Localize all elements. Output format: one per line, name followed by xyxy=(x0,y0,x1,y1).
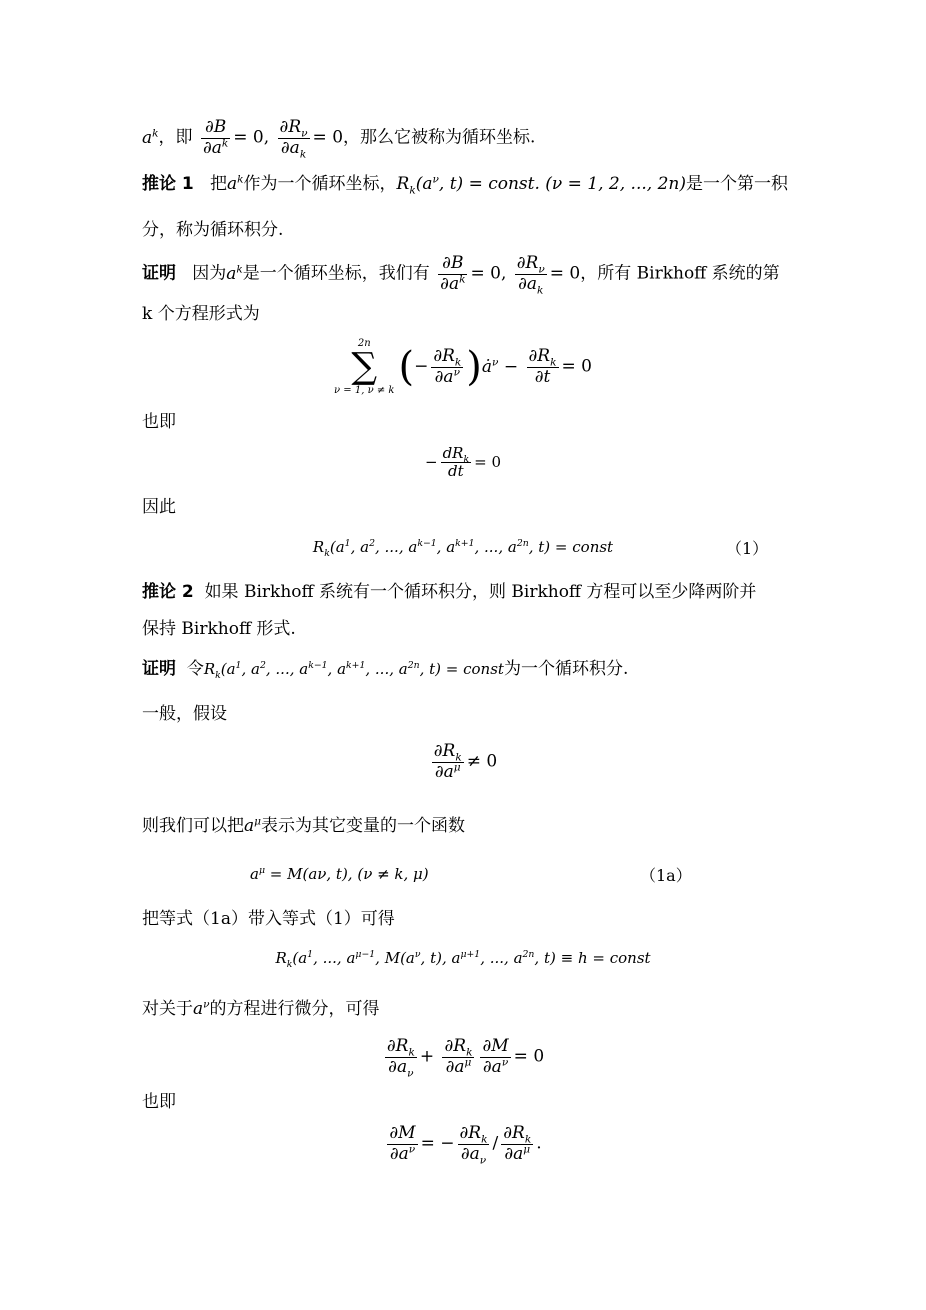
proof-1-line: 证明 因为$a^k$是一个循环坐标，我们有 $\frac{\partial B}{\partial a^k}$ = 0, $\frac{\partial R_\nu}{\partial a_k}$ = 0，所有 Birkhoff 系统的第 xyxy=(142,253,780,296)
line-express: 则我们可以把$a^\mu$表示为其它变量的一个函数 xyxy=(142,815,465,836)
text-segment: 对关于 xyxy=(142,999,193,1019)
proof-2-line: 证明 令$R_k(a^1$, $a^2$, ..., $a^{k-1}$, $a^{k+1}$, ..., $a^{2n}$, t) = const为一个循环积分. xyxy=(142,659,629,681)
equation-derivative-sum: $\frac{\partial R_k}{\partial a_\nu}$ + $\frac{\partial R_k}{\partial a^\mu}$ $\frac{\partial M}{\partial a^\nu}$ = 0 xyxy=(386,1036,545,1079)
formula: = const xyxy=(554,538,614,556)
text-segment: 如果 Birkhoff 系统有一个循环积分，则 Birkhoff 方程可以至少降两阶并 xyxy=(204,582,757,602)
text-substitute: 把等式（1a）带入等式（1）可得 xyxy=(142,909,395,929)
equation-1: $R_k(a^1$, $a^2$, ..., $a^{k-1}$, $a^{k+1}$, ..., $a^{2n}$, t) = const xyxy=(312,538,614,559)
equation-nonzero: $\frac{\partial R_k}{\partial a^\mu}$ ≠ 0 xyxy=(433,741,498,782)
equation-1-number: （1） xyxy=(726,539,769,558)
fraction-dB-dak: $\frac{\partial B}{\partial a^k}$ xyxy=(440,253,466,294)
text-segment: ，即 xyxy=(158,127,193,148)
corollary-1-line: 推论 1 把$a^k$作为一个循环坐标，$R_k(a^\nu$, t) = const. (ν = 1, 2, ..., 2n)是一个第一积 xyxy=(142,173,788,197)
formula: ≡ h = const xyxy=(560,949,651,967)
summation-sign: 2n ∑ ν = 1, ν ≠ k xyxy=(334,338,395,396)
equation-dM: $\frac{\partial M}{\partial a^\nu}$ = − $\frac{\partial R_k}{\partial a_\nu}$ / $\frac{\partial R_k}{\partial a^\mu}$ . xyxy=(389,1123,542,1166)
corollary-2-label: 推论 2 xyxy=(142,582,194,602)
equation-1a: $a^\mu = M(a\nu$, t), (ν ≠ k, μ) xyxy=(250,865,429,883)
text-segment: 把 xyxy=(209,174,227,194)
corollary-1-label: 推论 1 xyxy=(142,174,194,194)
fraction-dRnu-dak: $\frac{\partial R_\nu}{\partial a_k}$ xyxy=(279,117,308,160)
formula: = const. (ν = 1, 2, ..., 2n) xyxy=(468,174,686,194)
equation-h: $R_k(a^1$, ..., $a^{\mu-1}$, $M(a^\nu$, t), $a^{\mu+1}$, ..., $a^{2n}$, t) ≡ h = const xyxy=(275,949,651,970)
text-segment: 作为一个循环坐标， xyxy=(243,174,397,194)
corollary-2-line xyxy=(142,584,756,601)
text-segment: 因为 xyxy=(192,263,227,284)
text-segment: 为一个循环积分. xyxy=(503,659,629,679)
text-segment: 令 xyxy=(186,659,204,679)
proof-1-continuation: k 个方程形式为 xyxy=(142,304,260,324)
line-cyclic-definition: $a^k$，即 $\frac{\partial B}{\partial a^k}$ = 0, $\frac{\partial R_\nu}{\partial a_k}$ = 0，那么它被称为循环坐标. xyxy=(142,117,536,160)
text-yeji-1: 也即 xyxy=(142,412,176,432)
corollary-1-continuation: 分，称为循环积分. xyxy=(142,220,284,240)
formula: = M(aν, t), (ν ≠ k, μ) xyxy=(269,865,429,883)
equation-1a-number: （1a） xyxy=(640,866,692,885)
line-differentiate: 对关于$a^\nu$的方程进行微分，可得 xyxy=(142,998,380,1019)
equation-birkhoff-k: 2n ∑ ν = 1, ν ≠ k (− $\frac{\partial R_k}{\partial a^\nu}$ )$ȧ^\nu$ − $\frac{\partial R_k}{\partial t}$ = 0 xyxy=(334,338,592,396)
proof-2-label: 证明 xyxy=(142,659,176,679)
corollary-2-continuation: 保持 Birkhoff 形式. xyxy=(142,619,296,639)
proof-1-label: 证明 xyxy=(142,263,176,284)
text-segment: 表示为其它变量的一个函数 xyxy=(261,816,465,836)
text-yeji-2: 也即 xyxy=(142,1092,176,1112)
fraction-dRnu-dak: $\frac{\partial R_\nu}{\partial a_k}$ xyxy=(516,253,545,296)
text-segment: 是一个第一积 xyxy=(685,174,788,194)
text-segment: ，那么它被称为循环坐标. xyxy=(343,127,536,148)
text-segment: 的方程进行微分，可得 xyxy=(209,999,380,1019)
fraction-dB-dak: $\frac{\partial B}{\partial a^k}$ xyxy=(202,117,229,158)
text-segment: ，所有 Birkhoff 系统的第 xyxy=(580,263,780,284)
text-general: 一般，假设 xyxy=(142,704,227,724)
equation-dRk-dt: − $\frac{dR_k}{dt}$ = 0 xyxy=(424,444,501,481)
text-yinci: 因此 xyxy=(142,497,176,517)
text-segment: 是一个循环坐标，我们有 xyxy=(242,263,430,284)
text-segment: 则我们可以把 xyxy=(142,816,244,836)
